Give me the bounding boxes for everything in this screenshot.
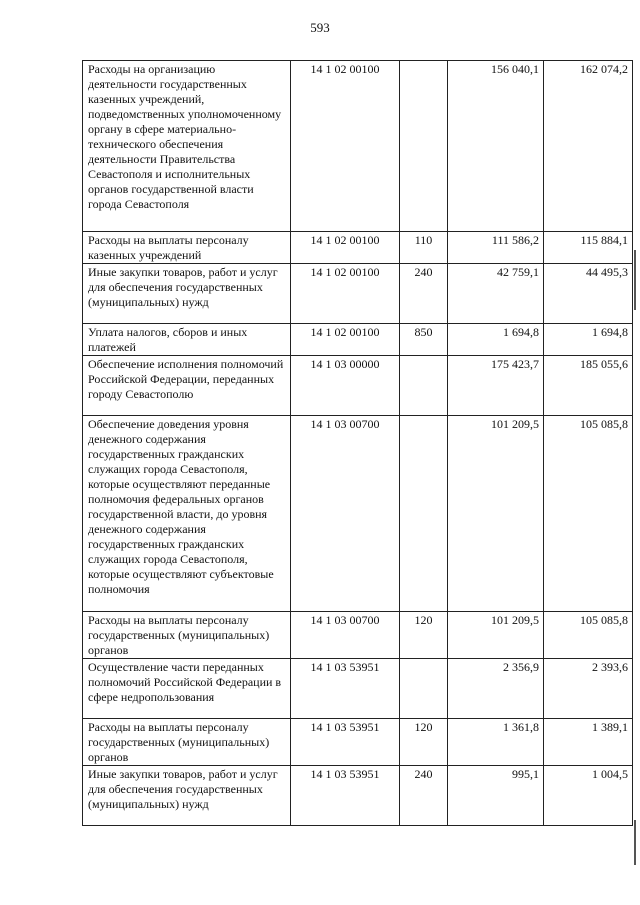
- row-value-2024-cell: 1 389,1: [544, 719, 633, 766]
- row-type-cell: 120: [400, 719, 448, 766]
- budget-table: [82, 60, 633, 826]
- table-row: [83, 416, 633, 612]
- row-type-cell: 110: [400, 232, 448, 264]
- row-value-2024-cell: 115 884,1: [544, 232, 633, 264]
- row-code-cell: 14 1 02 00100: [291, 324, 400, 356]
- table-row: [83, 232, 633, 264]
- table-row: [83, 356, 633, 416]
- row-value-2023-cell: 1 694,8: [448, 324, 544, 356]
- row-code-cell: 14 1 02 00100: [291, 61, 400, 232]
- row-type-cell: [400, 356, 448, 416]
- row-code-cell: 14 1 03 00700: [291, 612, 400, 659]
- row-name-cell: Осуществление части переданных полномочий Российской Федерации в сфере недропользования: [83, 659, 291, 719]
- row-type-cell: [400, 61, 448, 232]
- row-value-2023-cell: 2 356,9: [448, 659, 544, 719]
- row-value-2024-cell: 185 055,6: [544, 356, 633, 416]
- table-row: [83, 612, 633, 659]
- row-name-cell: Расходы на организацию деятельности государственных казенных учреждений, подведомственных уполномоченному органу в сфере материально-технического обеспечения деятельности Правительства Севастополя и исполнительных органов государственной власти города Севастополя: [83, 61, 291, 232]
- row-name-cell: Расходы на выплаты персоналу казенных учреждений: [83, 232, 291, 264]
- row-value-2023-cell: 156 040,1: [448, 61, 544, 232]
- row-code-cell: 14 1 03 53951: [291, 719, 400, 766]
- row-type-cell: [400, 416, 448, 612]
- row-value-2024-cell: 162 074,2: [544, 61, 633, 232]
- table-row: [83, 719, 633, 766]
- table-body: [83, 61, 633, 826]
- row-value-2023-cell: 111 586,2: [448, 232, 544, 264]
- row-value-2023-cell: 995,1: [448, 766, 544, 826]
- row-value-2024-cell: 105 085,8: [544, 612, 633, 659]
- table-row: [83, 324, 633, 356]
- row-value-2024-cell: 2 393,6: [544, 659, 633, 719]
- row-code-cell: 14 1 02 00100: [291, 264, 400, 324]
- row-type-cell: 120: [400, 612, 448, 659]
- row-code-cell: 14 1 03 53951: [291, 766, 400, 826]
- table-row: [83, 61, 633, 232]
- row-name-cell: Иные закупки товаров, работ и услуг для обеспечения государственных (муниципальных) нужд: [83, 264, 291, 324]
- table-row: [83, 264, 633, 324]
- row-name-cell: Обеспечение исполнения полномочий Российской Федерации, переданных городу Севастополю: [83, 356, 291, 416]
- row-type-cell: 240: [400, 264, 448, 324]
- table-row: [83, 766, 633, 826]
- row-code-cell: 14 1 03 00000: [291, 356, 400, 416]
- row-value-2023-cell: 42 759,1: [448, 264, 544, 324]
- row-value-2024-cell: 1 694,8: [544, 324, 633, 356]
- row-type-cell: [400, 659, 448, 719]
- row-name-cell: Расходы на выплаты персоналу государственных (муниципальных) органов: [83, 719, 291, 766]
- row-value-2023-cell: 175 423,7: [448, 356, 544, 416]
- row-code-cell: 14 1 02 00100: [291, 232, 400, 264]
- row-name-cell: Обеспечение доведения уровня денежного содержания государственных гражданских служащих города Севастополя, которые осуществляют переданные полномочия федеральных органов государственной власти, до уровня денежного содержания государственных гражданских служащих города Севастополя, которые осуществляют субъектовые полномочия: [83, 416, 291, 612]
- table-row: [83, 659, 633, 719]
- row-name-cell: Расходы на выплаты персоналу государственных (муниципальных) органов: [83, 612, 291, 659]
- scan-edge-mark: [634, 250, 636, 310]
- row-type-cell: 850: [400, 324, 448, 356]
- row-value-2023-cell: 101 209,5: [448, 612, 544, 659]
- row-value-2024-cell: 105 085,8: [544, 416, 633, 612]
- row-value-2023-cell: 101 209,5: [448, 416, 544, 612]
- row-value-2024-cell: 1 004,5: [544, 766, 633, 826]
- scan-edge-mark: [634, 820, 636, 865]
- row-type-cell: 240: [400, 766, 448, 826]
- row-name-cell: Иные закупки товаров, работ и услуг для обеспечения государственных (муниципальных) нужд: [83, 766, 291, 826]
- row-value-2024-cell: 44 495,3: [544, 264, 633, 324]
- page-number: 593: [310, 20, 330, 35]
- row-name-cell: Уплата налогов, сборов и иных платежей: [83, 324, 291, 356]
- row-value-2023-cell: 1 361,8: [448, 719, 544, 766]
- row-code-cell: 14 1 03 53951: [291, 659, 400, 719]
- row-code-cell: 14 1 03 00700: [291, 416, 400, 612]
